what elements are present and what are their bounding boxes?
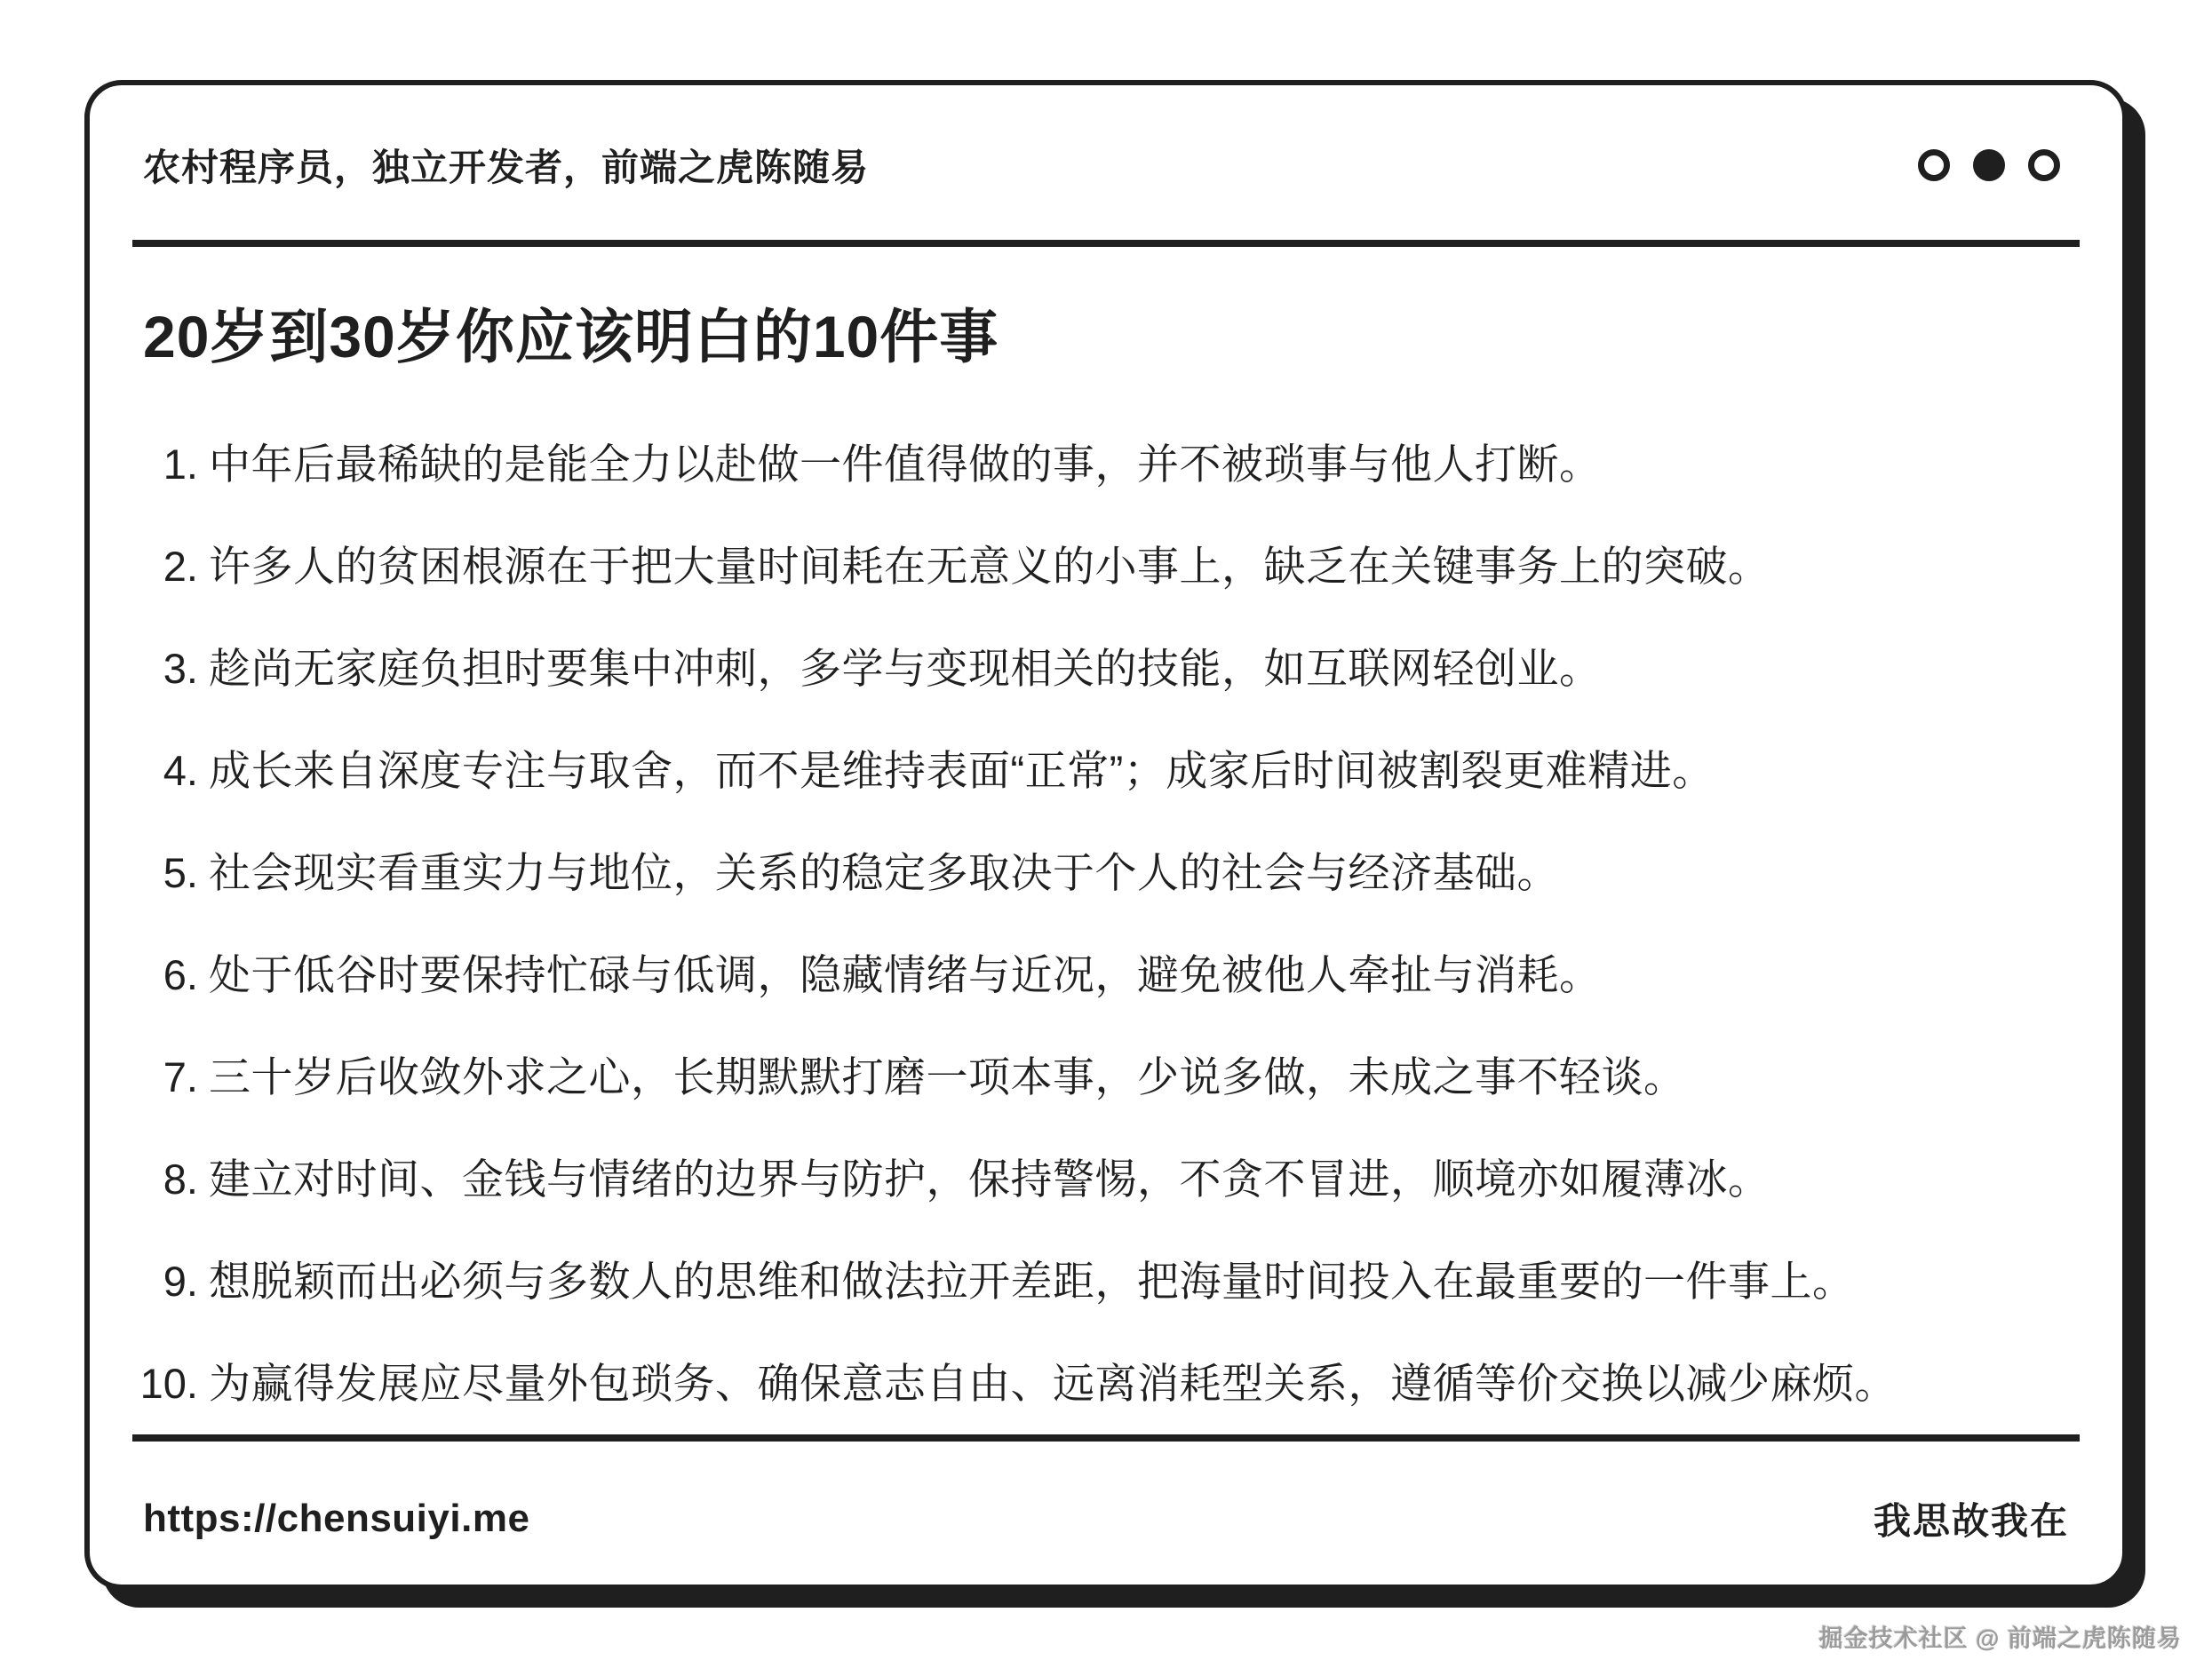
list-item bbox=[92, 1332, 2118, 1434]
item-text: 处于低谷时要保持忙碌与低调，隐藏情绪与近况，避免被他人牵扯与消耗。 bbox=[209, 950, 1602, 998]
advice-list bbox=[92, 413, 2118, 1434]
item-text: 中年后最稀缺的是能全力以赴做一件值得做的事，并不被琐事与他人打断。 bbox=[209, 440, 1602, 488]
item-number: 1. bbox=[163, 440, 198, 488]
item-number: 5. bbox=[163, 848, 198, 896]
list-item bbox=[92, 822, 2118, 924]
item-text: 想脱颖而出必须与多数人的思维和做法拉开差距，把海量时间投入在最重要的一件事上。 bbox=[209, 1257, 1855, 1305]
item-number: 6. bbox=[163, 950, 198, 998]
divider-top bbox=[132, 240, 2080, 247]
item-text: 许多人的贫困根源在于把大量时间耗在无意义的小事上，缺乏在关键事务上的突破。 bbox=[209, 542, 1770, 590]
item-text: 社会现实看重实力与地位，关系的稳定多取决于个人的社会与经济基础。 bbox=[209, 848, 1559, 896]
item-text: 成长来自深度专注与取舍，而不是维持表面“正常”；成家后时间被割裂更难精进。 bbox=[209, 746, 1715, 794]
list-item bbox=[92, 719, 2118, 822]
card-header bbox=[143, 130, 2069, 201]
footer-motto: 我思故我在 bbox=[1873, 1500, 2069, 1543]
item-number: 4. bbox=[163, 746, 198, 794]
website-url: https://chensuiyi.me bbox=[143, 1497, 530, 1541]
item-number: 3. bbox=[163, 644, 198, 692]
divider-bottom bbox=[132, 1434, 2080, 1442]
item-number: 9. bbox=[163, 1257, 198, 1305]
list-item bbox=[92, 515, 2118, 617]
card bbox=[84, 80, 2128, 1590]
item-number: 8. bbox=[163, 1155, 198, 1203]
item-text: 趁尚无家庭负担时要集中冲刺，多学与变现相关的技能，如互联网轻创业。 bbox=[209, 644, 1602, 692]
circle-outline-icon bbox=[1918, 149, 1950, 181]
list-item bbox=[92, 413, 2118, 515]
circle-outline-icon bbox=[2028, 149, 2060, 181]
item-number: 2. bbox=[163, 542, 198, 590]
page-title: 20岁到30岁你应该明白的10件事 bbox=[143, 304, 999, 369]
item-number: 10. bbox=[139, 1359, 198, 1407]
item-text: 三十岁后收敛外求之心，长期默默打磨一项本事，少说多做，未成之事不轻谈。 bbox=[209, 1052, 1686, 1100]
watermark: 掘金技术社区 @ 前端之虎陈随易 bbox=[1818, 1625, 2182, 1652]
list-item bbox=[92, 924, 2118, 1026]
author-line: 农村程序员，独立开发者，前端之虎陈随易 bbox=[143, 147, 870, 188]
card-footer bbox=[143, 1442, 2069, 1585]
list-item bbox=[92, 1128, 2118, 1230]
item-number: 7. bbox=[163, 1052, 198, 1100]
item-text: 为赢得发展应尽量外包琐务、确保意志自由、远离消耗型关系，遵循等价交换以减少麻烦。 bbox=[209, 1359, 1897, 1407]
window-dots bbox=[1918, 149, 2069, 181]
circle-filled-icon bbox=[1973, 149, 2005, 181]
list-item bbox=[92, 1026, 2118, 1128]
list-item bbox=[92, 617, 2118, 719]
item-text: 建立对时间、金钱与情绪的边界与防护，保持警惕，不贪不冒进，顺境亦如履薄冰。 bbox=[209, 1155, 1770, 1203]
list-item bbox=[92, 1230, 2118, 1332]
